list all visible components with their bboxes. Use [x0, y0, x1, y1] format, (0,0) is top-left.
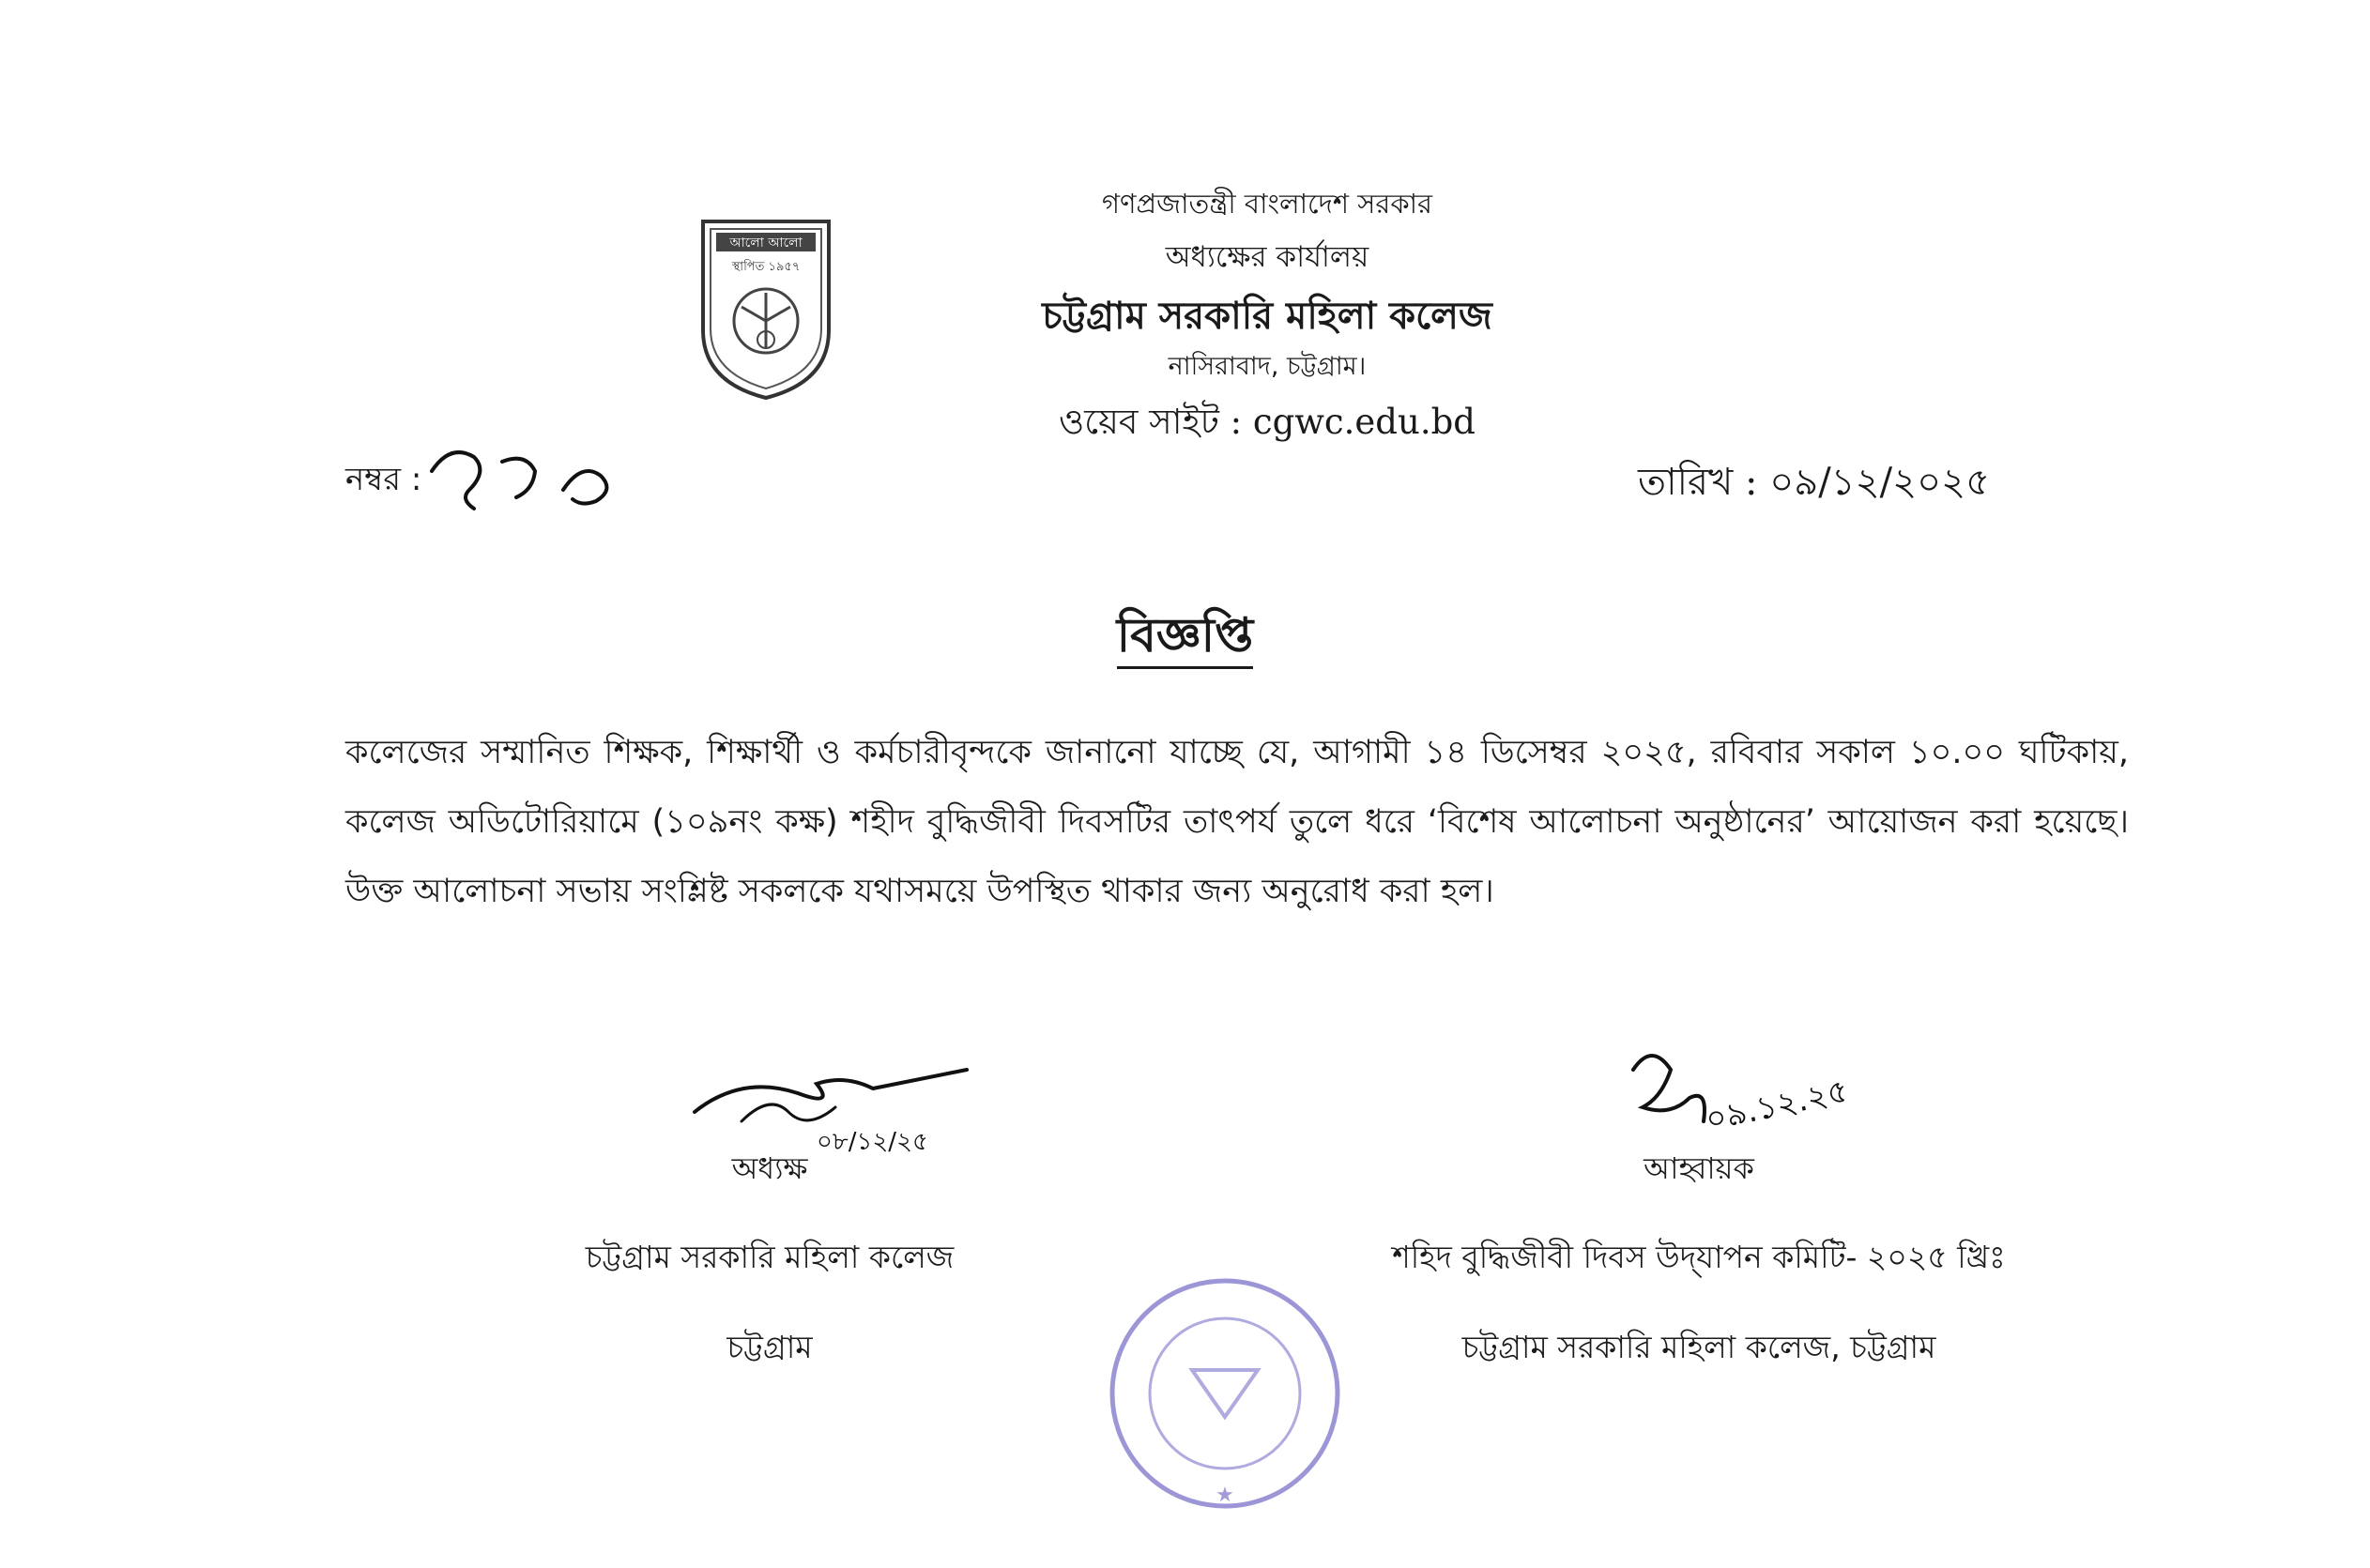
svg-text:স্থাপিত ১৯৫৭: স্থাপিত ১৯৫৭ — [731, 260, 801, 274]
committee-name: শহিদ বুদ্ধিজীবী দিবস উদ্‌যাপন কমিটি- ২০২৫ খ্রিঃ — [1392, 1239, 2006, 1275]
principal-signature-date: ০৮/১২/২৫ — [817, 1128, 928, 1156]
handwritten-reference-number — [422, 434, 638, 518]
reference-number — [345, 455, 421, 509]
notice-body: কলেজের সম্মানিত শিক্ষক, শিক্ষার্থী ও কর্মচারীবৃন্দকে জানানো যাচ্ছে যে, আগামী ১৪ ডিসেম্বর ২০২৫, রবিবার সকাল ১০.০০ ঘটিকায়, কলেজ অডিটোরিয়ামে (১০৯নং কক্ষ) শহীদ বুদ্ধিজীবী দিবসটির তাৎপর্য তুলে ধরে ‘বিশেষ আলোচনা অনুষ্ঠানের’ আয়োজন করা হয়েছে। উক্ত আলোচনা সভায় সংশ্লিষ্ট সকলকে যথাসময়ে উপস্থিত থাকার জন্য অনুরোধ করা হল। — [345, 734, 2129, 910]
principal-college: চট্টগ্রাম সরকারি মহিলা কলেজ — [585, 1239, 955, 1275]
government-name: গণপ্রজাতন্ত্রী বাংলাদেশ সরকার — [1101, 188, 1433, 220]
principal-title: অধ্যক্ষ — [731, 1150, 808, 1186]
notice-title: বিজ্ঞপ্তি — [0, 601, 2370, 678]
convener-signature-block — [1277, 1145, 2121, 1376]
principal-signature-block — [526, 1145, 1014, 1376]
issue-date: তারিখ : ০৯/১২/২০২৫ — [1638, 461, 1991, 504]
svg-text:★: ★ — [1216, 1484, 1234, 1507]
convener-signature-date: ০৯.১২.২৫ — [1702, 1072, 1852, 1139]
college-name: চট্টগ্রাম সরকারি মহিলা কলেজ — [1042, 295, 1492, 338]
official-stamp — [1103, 1267, 1347, 1520]
college-logo — [699, 218, 833, 402]
convener-title: আহ্বায়ক — [1644, 1150, 1754, 1186]
reference-label: নম্বর : — [345, 461, 422, 498]
principal-city: চট্টগ্রাম — [726, 1329, 813, 1365]
college-address: নাসিরাবাদ, চট্টগ্রাম। — [1168, 352, 1367, 381]
office-name: অধ্যক্ষের কার্যালয় — [1165, 240, 1369, 274]
convener-signature — [1614, 1032, 1915, 1154]
website: ওয়েব সাইট : cgwc.edu.bd — [1059, 402, 1476, 442]
principal-signature — [685, 1056, 986, 1159]
svg-text:আলো আলো: আলো আলো — [729, 236, 803, 251]
convener-college: চট্টগ্রাম সরকারি মহিলা কলেজ, চট্টগ্রাম — [1461, 1329, 1936, 1365]
